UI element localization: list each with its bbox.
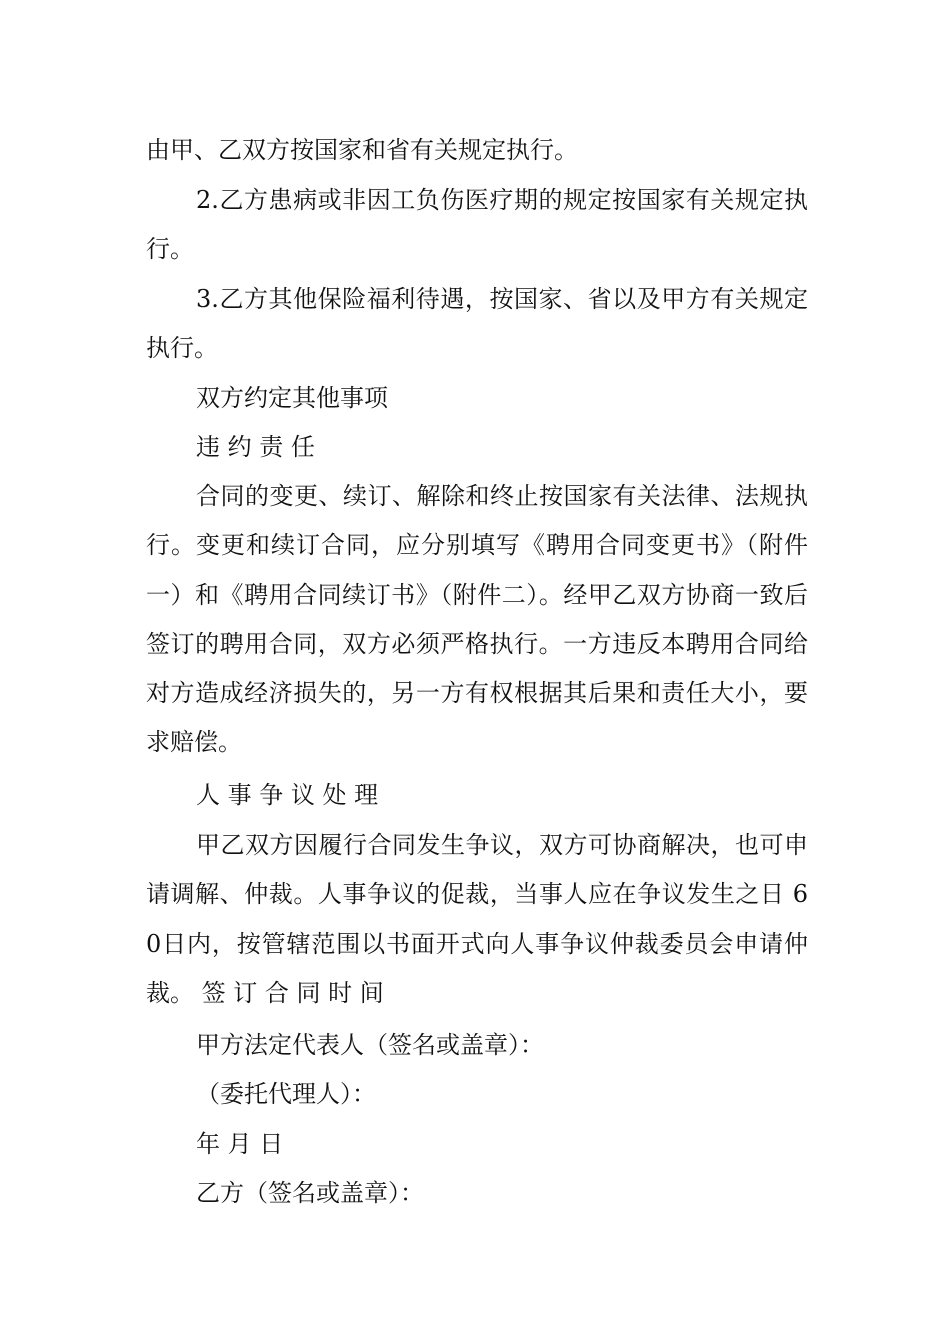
paragraph-insurance-continuation: 由甲、乙双方按国家和省有关规定执行。: [146, 136, 578, 164]
signature-party-a-representative: 甲方法定代表人（签名或盖章）：: [196, 1031, 544, 1059]
paragraph-clause-3-welfare: 3.乙方其他保险福利待遇，按国家、省以及甲方有关规定执行。: [146, 285, 808, 363]
signature-party-b: 乙方（签名或盖章）：: [196, 1179, 424, 1207]
paragraph-clause-2-sick-leave: 2.乙方患病或非因工负伤医疗期的规定按国家有关规定执行。: [146, 186, 808, 264]
signature-date: 年 月 日: [196, 1130, 284, 1158]
heading-breach-liability: 违 约 责 任: [196, 433, 315, 461]
heading-other-matters: 双方约定其他事项: [196, 384, 388, 412]
paragraph-contract-changes: 合同的变更、续订、解除和终止按国家有关法律、法规执行。变更和续订合同，应分别填写《聘用合同变更书》（附件一）和《聘用合同续订书》（附件二）。经甲乙双方协商一致后签订的聘用合同，双方必须严格执行。一方违反本聘用合同给对方造成经济损失的，另一方有权根据其后果和责任大小，要求赔偿。: [146, 482, 808, 757]
signature-authorized-agent: （委托代理人）：: [196, 1080, 376, 1108]
paragraph-dispute-resolution: 甲乙双方因履行合同发生争议，双方可协商解决，也可申请调解、仲裁。人事争议的促裁，当事人应在争议发生之日 60日内，按管辖范围以书面开式向人事争议仲裁委员会申请仲裁。 签 订 合 同 时 间: [146, 831, 808, 1007]
heading-dispute-handling: 人 事 争 议 处 理: [196, 781, 379, 809]
